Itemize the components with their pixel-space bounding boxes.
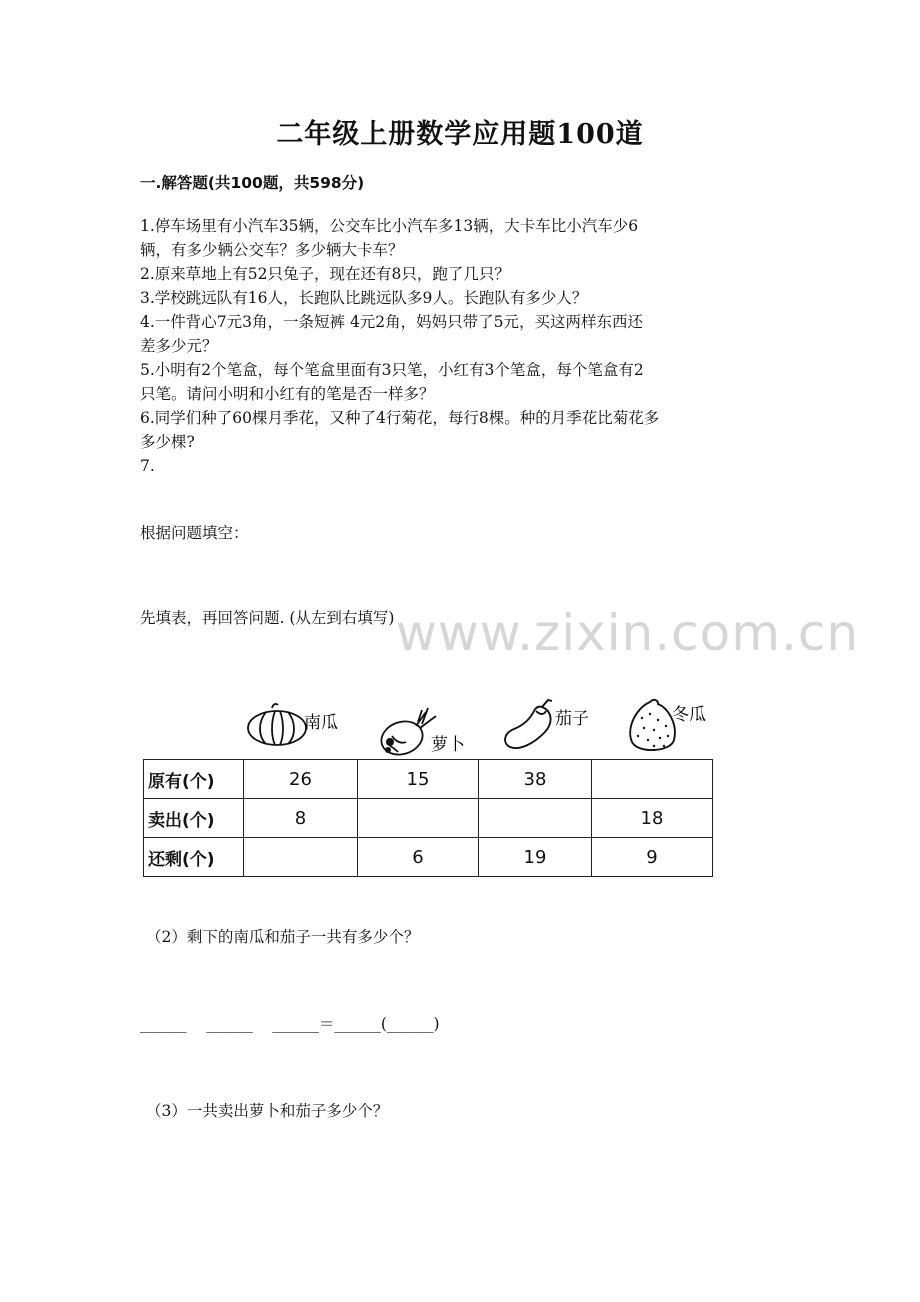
table-row-original (144, 760, 713, 799)
pumpkin-label: 南瓜 (304, 713, 338, 733)
watermark-text: www.zixin.com.cn (396, 604, 860, 662)
cell-sold-eggplant (479, 799, 592, 838)
cell-original-pumpkin: 26 (244, 760, 358, 799)
question-list (140, 214, 785, 478)
pumpkin-icon (244, 700, 310, 750)
cell-original-eggplant: 38 (479, 760, 592, 799)
cell-remaining-wax-gourd: 9 (592, 838, 713, 877)
cell-remaining-radish: 6 (358, 838, 479, 877)
cell-original-wax-gourd (592, 760, 713, 799)
question-1-line-2: 辆，有多少辆公交车？多少辆大卡车？ (140, 241, 404, 259)
question-5-line-1: 5.小明有2个笔盒，每个笔盒里面有3只笔，小红有3个笔盒，每个笔盒有2 (140, 361, 644, 379)
question-4-line-1: 4.一件背心7元3角，一条短裤 4元2角，妈妈只带了5元，买这两样东西还 (140, 313, 644, 331)
question-6-line-2: 多少棵? (140, 433, 195, 451)
equation-blanks: ______ ______ ______＝______(______) (140, 1015, 440, 1033)
cell-sold-wax-gourd: 18 (592, 799, 713, 838)
question-7: 7. (140, 457, 155, 475)
document-title: 二年级上册数学应用题100道 (276, 119, 644, 150)
table-row-remaining (144, 838, 713, 877)
eggplant-label: 茄子 (555, 709, 589, 729)
cell-sold-radish (358, 799, 479, 838)
subquestion-2: （2）剩下的南瓜和茄子一共有多少个？ (146, 928, 420, 946)
radish-label: 萝卜 (431, 735, 465, 755)
question-6-line-1: 6.同学们种了60棵月季花，又种了4行菊花，每行8棵。种的月季花比菊花多 (140, 409, 660, 427)
question-4-line-2: 差多少元？ (140, 337, 218, 355)
cell-remaining-pumpkin (244, 838, 358, 877)
cell-remaining-eggplant: 19 (479, 838, 592, 877)
question-1-line-1: 1.停车场里有小汽车35辆，公交车比小汽车多13辆，大卡车比小汽车少6 (140, 217, 639, 235)
section-heading: 一.解答题(共100题，共598分) (140, 174, 365, 192)
question-5-line-2: 只笔。请问小明和小红有的笔是否一样多？ (140, 385, 435, 403)
cell-sold-pumpkin: 8 (244, 799, 358, 838)
vegetable-table (143, 759, 713, 877)
table-row-sold (144, 799, 713, 838)
row-label-sold: 卖出(个) (144, 799, 244, 838)
question-2: 2.原来草地上有52只兔子，现在还有8只，跑了几只？ (140, 265, 510, 283)
row-label-remaining: 还剩(个) (144, 838, 244, 877)
wax-gourd-label: 冬瓜 (672, 705, 706, 725)
question-3: 3.学校跳远队有16人，长跑队比跳远队多9人。长跑队有多少人？ (140, 289, 588, 307)
subquestion-3: （3）一共卖出萝卜和茄子多少个？ (146, 1102, 389, 1120)
eggplant-icon (500, 697, 560, 755)
cell-original-radish: 15 (358, 760, 479, 799)
table-prompt: 先填表，再回答问题. (从左到右填写) (140, 609, 395, 627)
fill-prompt: 根据问题填空： (140, 524, 249, 542)
row-label-original: 原有(个) (144, 760, 244, 799)
